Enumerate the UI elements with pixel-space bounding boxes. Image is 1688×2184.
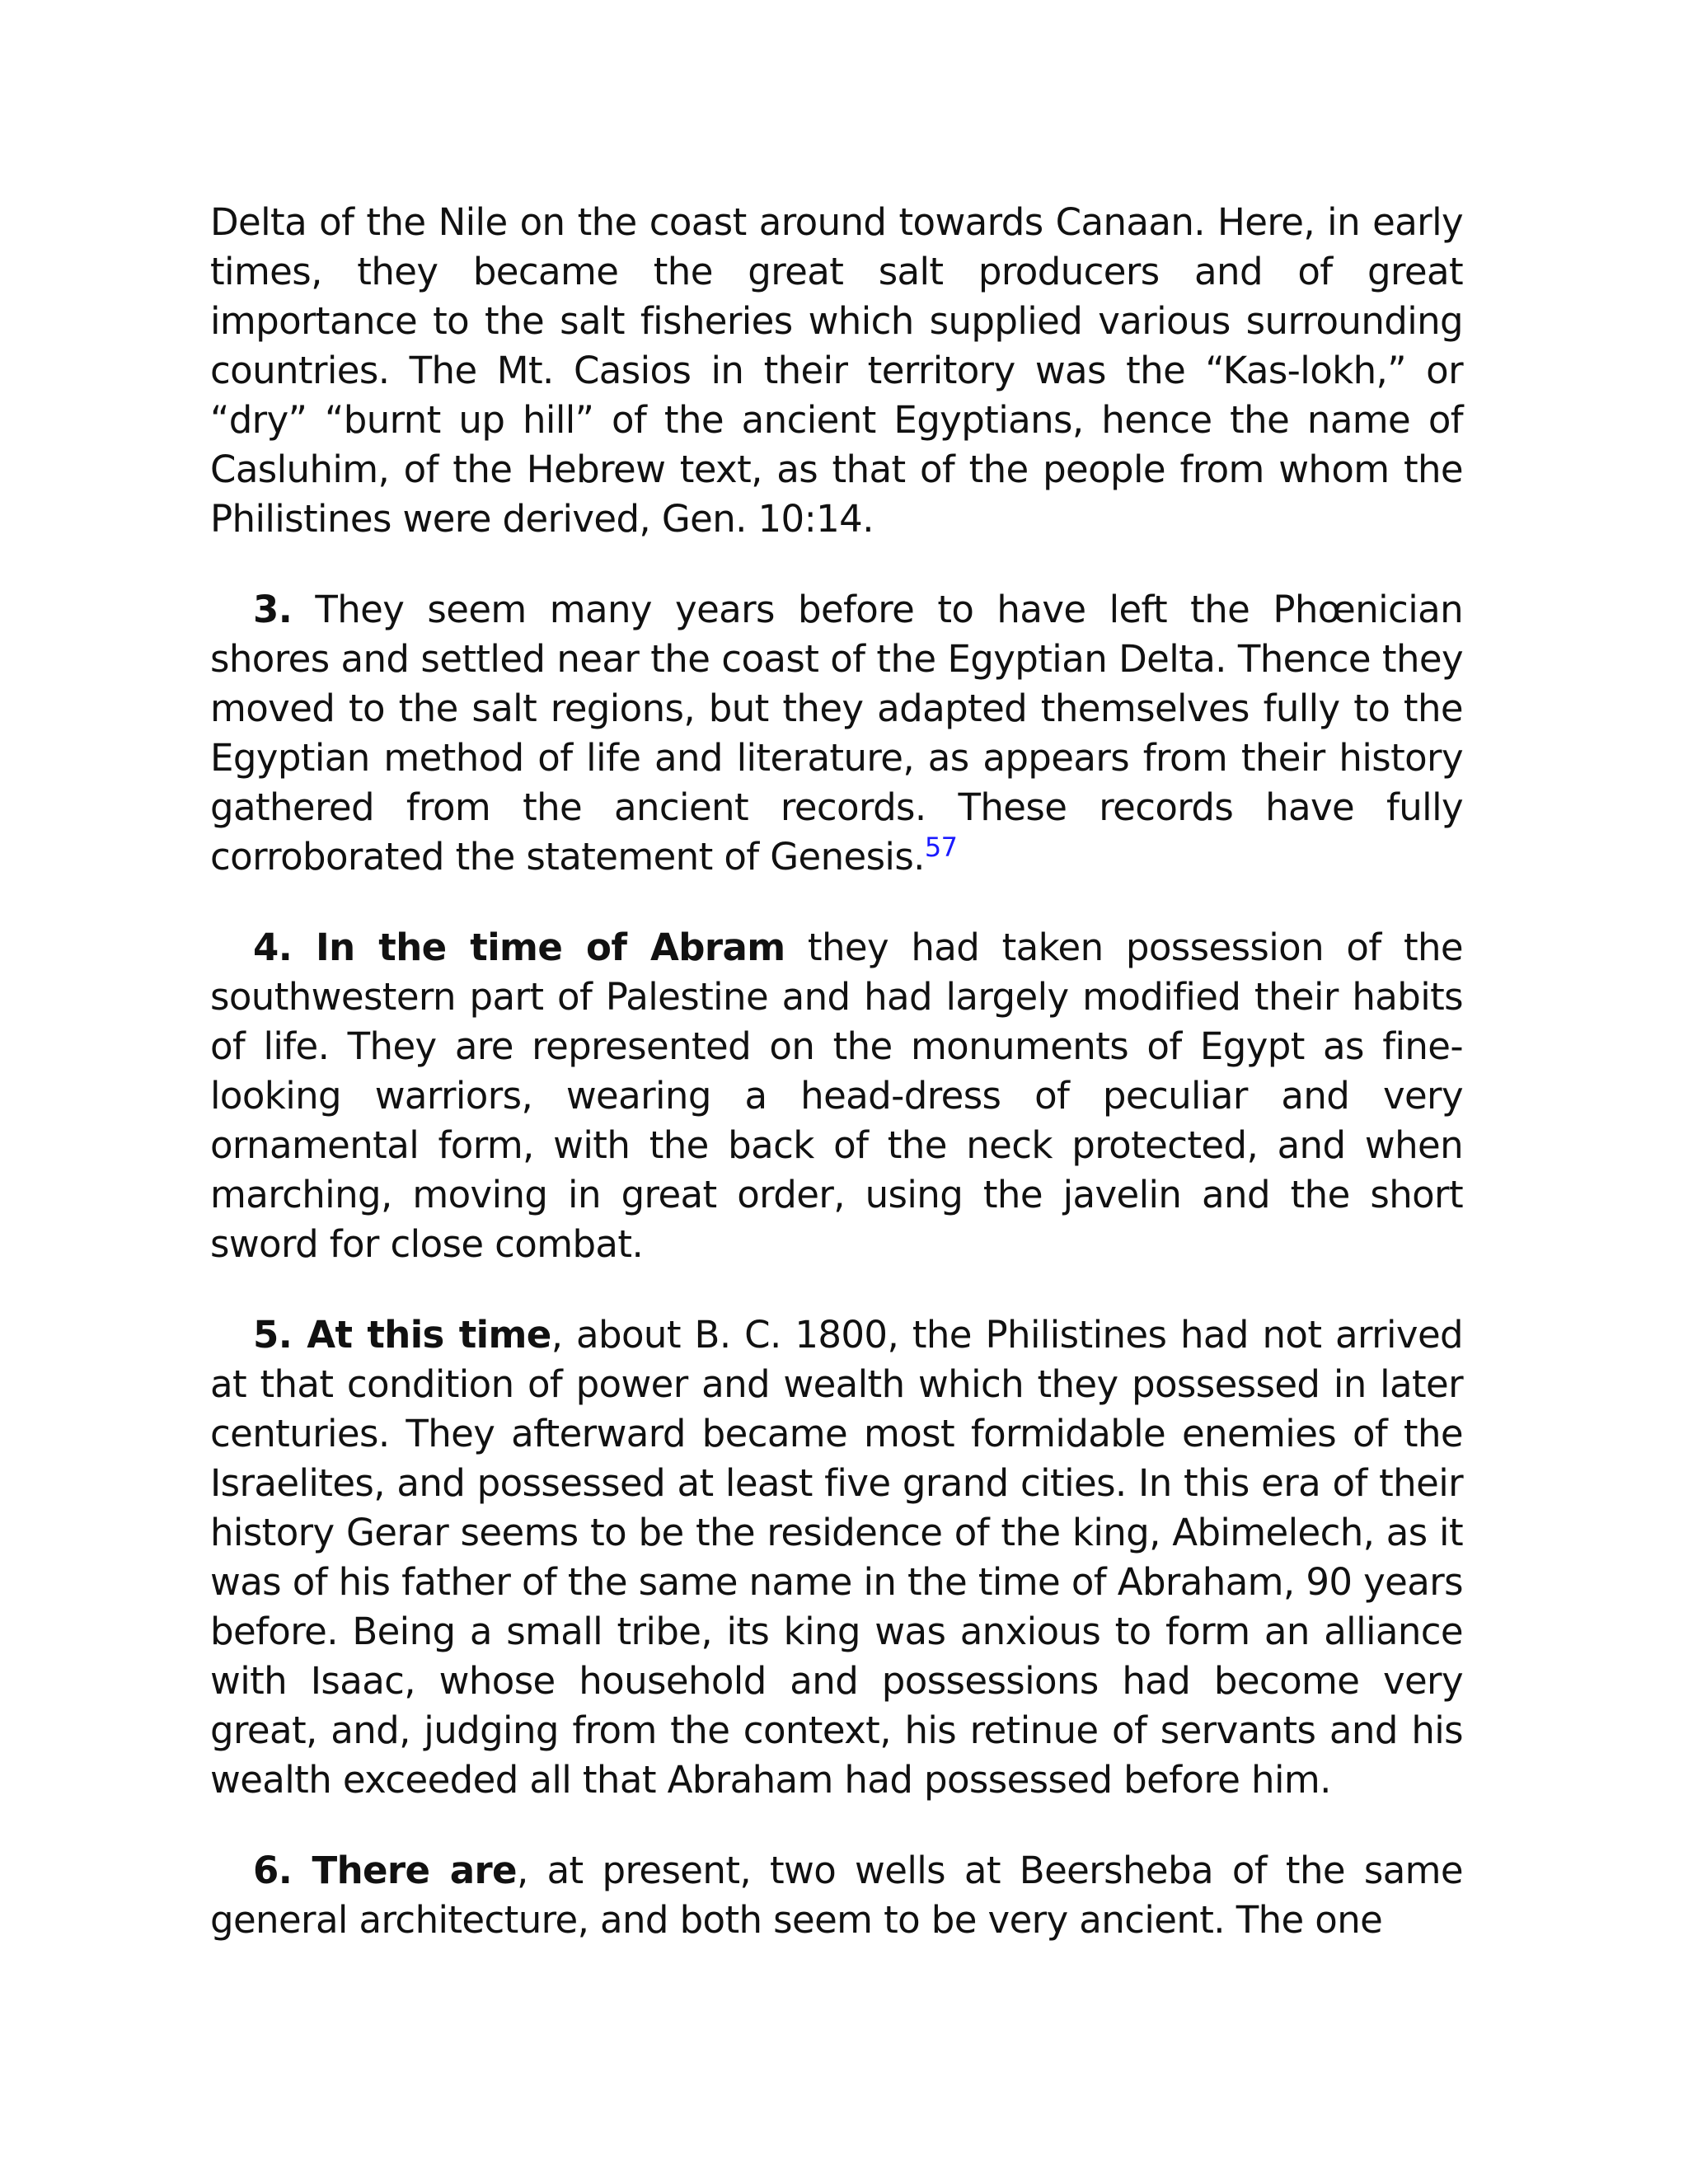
- paragraph-continued: [210, 198, 1463, 544]
- paragraph-text: , about B. C. 1800, the Philistines had not arrived at that condition of power and wealth which they possessed in later centuries. They afterward became most formidable enemies of the Israelites, and possessed at least five grand cities. In this era of their history Gerar seems to be the residence of the king, Abimelech, as it was of his father of the same name in the time of Abraham, 90 years before. Being a small tribe, its king was anxious to form an alliance with Isaac, whose household and possessions had become very great, and, judging from the context, his retinue of servants and his wealth exceeded all that Abraham had possessed before him.: [210, 1313, 1463, 1802]
- paragraph-4: [210, 923, 1463, 1269]
- paragraph-lead: There are: [292, 1849, 517, 1892]
- paragraph-text: they had taken possession of the southwestern part of Palestine and had largely modified their habits of life. They are represented on the monuments of Egypt as fine-looking warriors, wearing a head-dress of peculiar and very ornamental form, with the back of the neck protected, and when marching, moving in great order, using the javelin and the short sword for close combat.: [210, 926, 1464, 1266]
- paragraph-5: [210, 1310, 1463, 1805]
- paragraph-number: 6.: [253, 1849, 293, 1892]
- footnote-link-57[interactable]: 57: [924, 832, 958, 863]
- paragraph-lead: At this time: [292, 1313, 551, 1357]
- paragraph-text: They seem many years before to have left the Phœnician shores and settled near the coast of the Egyptian Delta. Thence they moved to the salt regions, but they adapted themselves fully to the Egyptian method of life and literature, as appears from their history gathered from the ancient records. These records have fully corroborated the statement of Genesis.: [210, 588, 1463, 879]
- paragraph-number: 5.: [253, 1313, 293, 1357]
- paragraph-lead: In the time of Abram: [292, 926, 785, 969]
- paragraph-3: [210, 585, 1463, 882]
- paragraph-text: , at present, two wells at Beersheba of the same general architecture, and both seem to be very ancient. The one: [210, 1849, 1463, 1942]
- paragraph-6: [210, 1846, 1463, 1945]
- paragraph-number: 4.: [253, 926, 293, 969]
- paragraph-number: 3.: [253, 588, 293, 631]
- page-body: [210, 198, 1463, 1986]
- paragraph-text: Delta of the Nile on the coast around towards Canaan. Here, in early times, they became the great salt producers and of great importance to the salt fisheries which supplied various surrounding countries. The Mt. Casios in their territory was the “Kas-lokh,” or “dry” “burnt up hill” of the ancient Egyptians, hence the name of Casluhim, of the Hebrew text, as that of the people from whom the Philistines were derived, Gen. 10:14.: [210, 200, 1463, 541]
